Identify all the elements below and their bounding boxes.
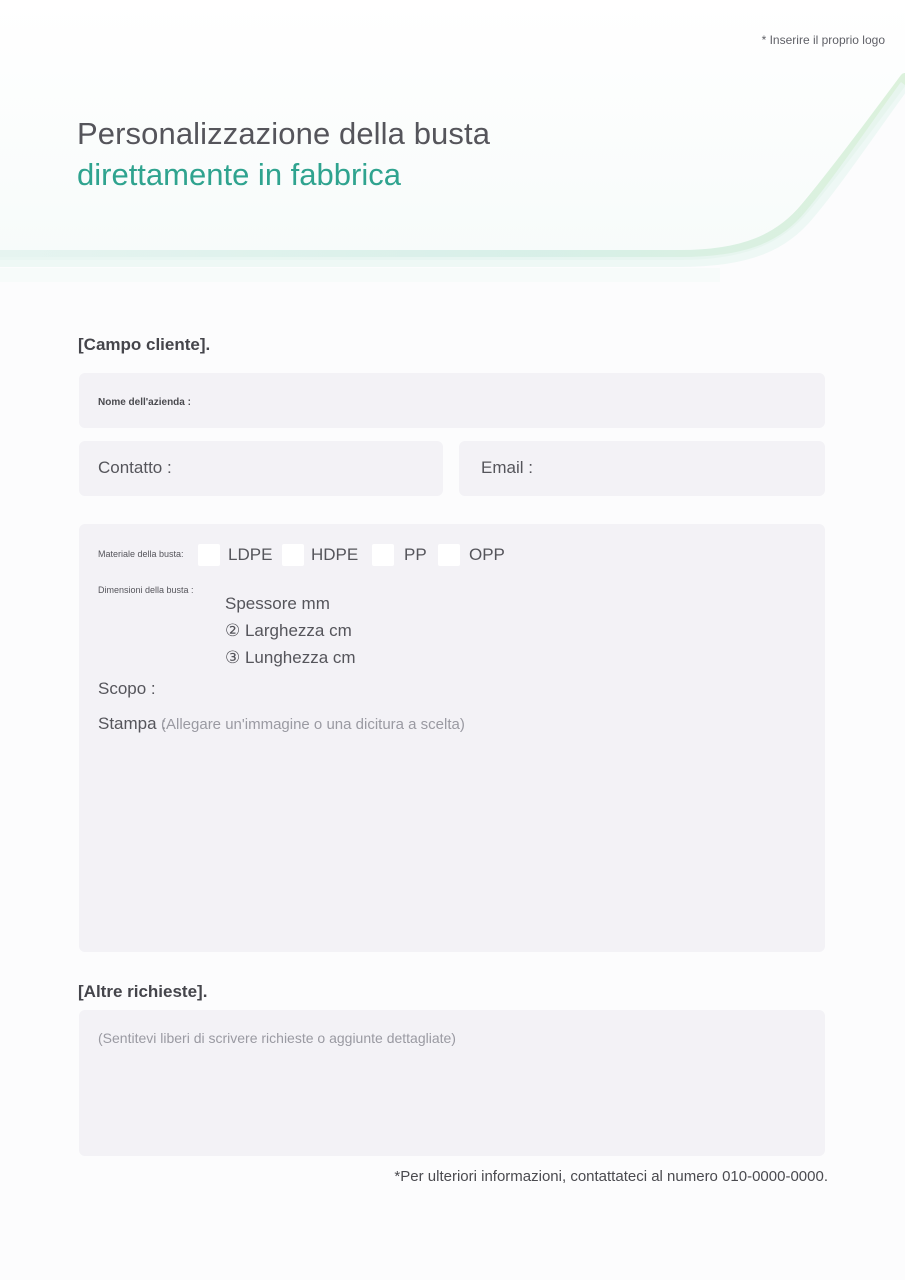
width-line[interactable]: ② Larghezza cm xyxy=(225,621,352,640)
customer-section-heading: [Campo cliente]. xyxy=(78,335,211,354)
print-label: Stampa : xyxy=(98,714,167,733)
other-requests-heading: [Altre richieste]. xyxy=(78,982,208,1001)
checkbox-opp[interactable] xyxy=(438,544,460,566)
option-pp-label: PP xyxy=(404,545,427,564)
print-placeholder[interactable]: (Allegare un'immagine o una dicitura a scelta) xyxy=(161,716,465,733)
contact-label: Contatto : xyxy=(98,458,172,477)
purpose-label: Scopo : xyxy=(98,679,156,698)
contact-field[interactable] xyxy=(79,441,443,496)
company-name-field[interactable] xyxy=(79,373,825,428)
length-line[interactable]: ③ Lunghezza cm xyxy=(225,648,356,667)
dimensions-label: Dimensioni della busta : xyxy=(98,585,194,595)
option-opp-label: OPP xyxy=(469,545,505,564)
contact-info-note: *Per ulteriori informazioni, contattateci al numero 010-0000-0000. xyxy=(394,1168,828,1185)
email-label: Email : xyxy=(481,458,533,477)
material-label: Materiale della busta: xyxy=(98,549,184,559)
checkbox-ldpe[interactable] xyxy=(198,544,220,566)
page-title: Personalizzazione della busta xyxy=(77,116,491,151)
email-field[interactable] xyxy=(459,441,825,496)
checkbox-hdpe[interactable] xyxy=(282,544,304,566)
page-subtitle: direttamente in fabbrica xyxy=(77,157,401,192)
company-name-label: Nome dell'azienda : xyxy=(98,397,191,408)
thickness-line[interactable]: Spessore mm xyxy=(225,594,330,613)
checkbox-pp[interactable] xyxy=(372,544,394,566)
option-hdpe-label: HDPE xyxy=(311,545,359,564)
logo-placeholder-note: * Inserire il proprio logo xyxy=(761,33,885,47)
bag-details-panel xyxy=(79,524,825,952)
option-ldpe-label: LDPE xyxy=(228,545,273,564)
other-requests-textarea[interactable] xyxy=(79,1010,825,1156)
other-requests-placeholder: (Sentitevi liberi di scrivere richieste o aggiunte dettagliate) xyxy=(98,1030,456,1046)
